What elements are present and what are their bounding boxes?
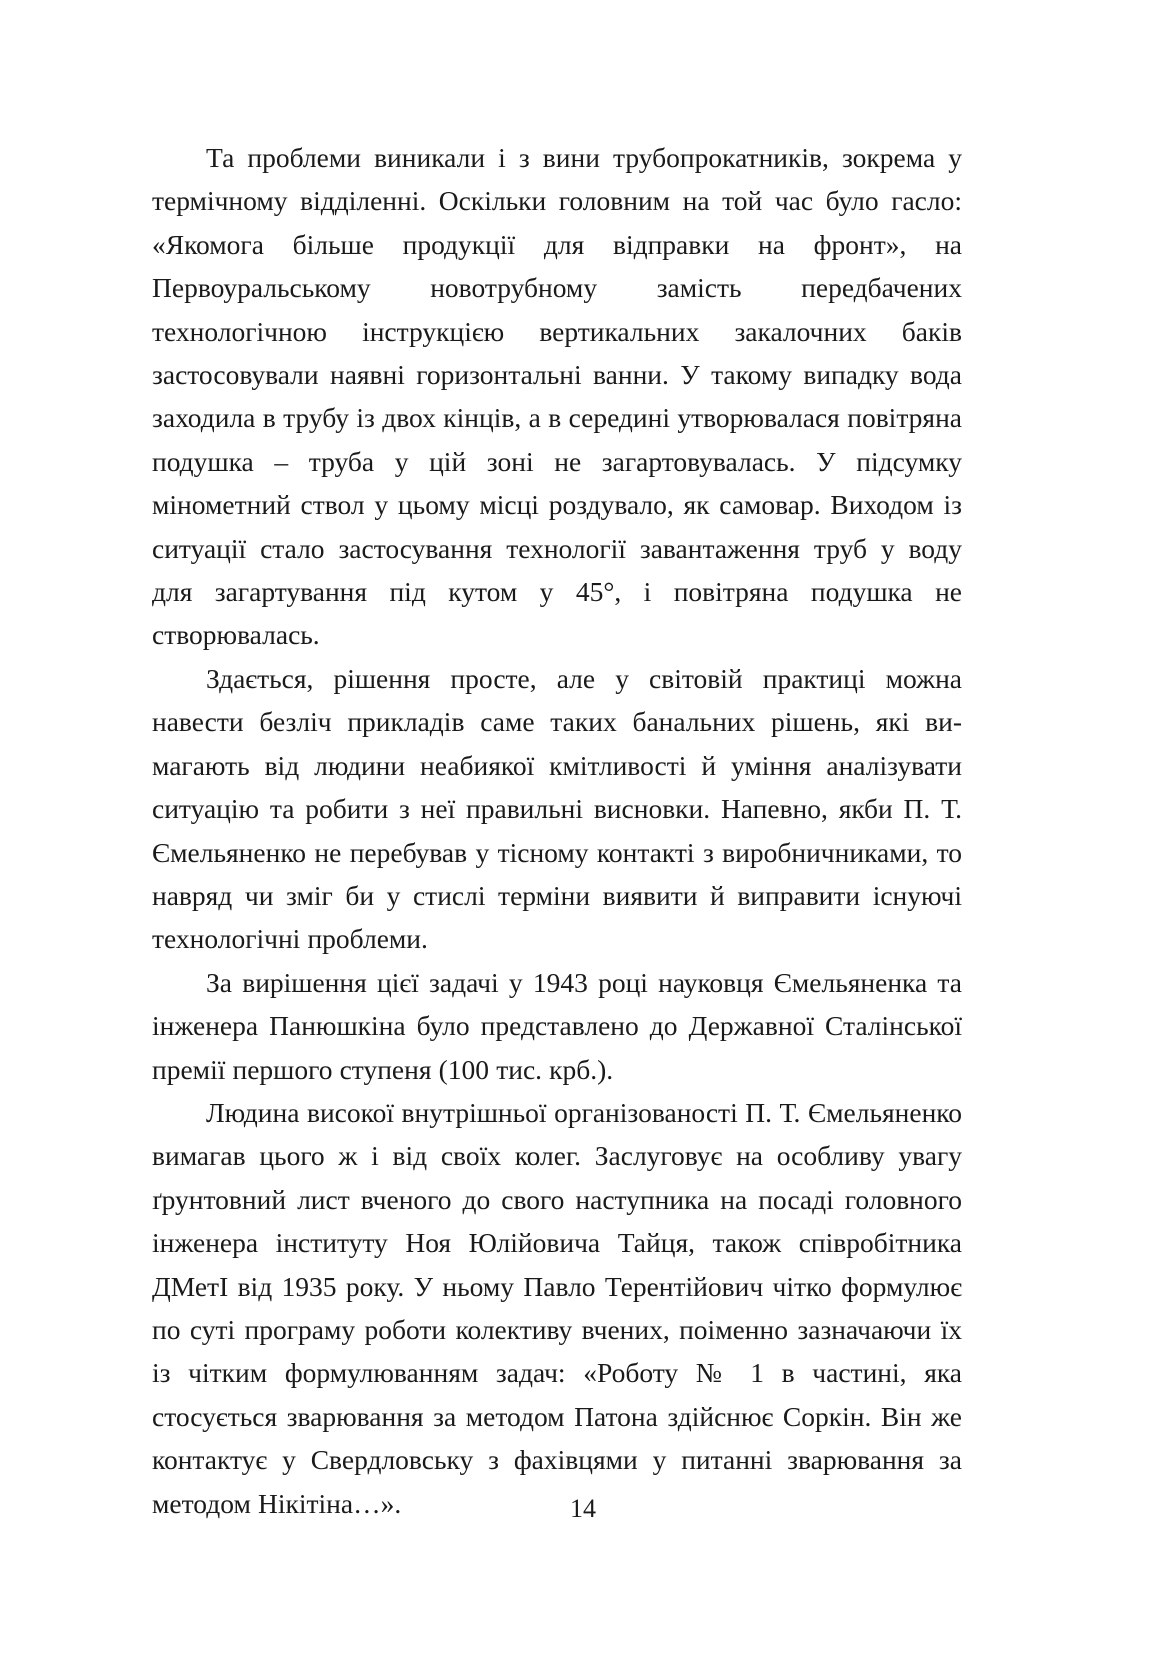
page-body-text xyxy=(152,136,962,1525)
paragraph: Людина високої внутрішньої організованості П. Т. Ємельяненко вимагав цього ж і від своїх колег. Заслуговує на особливу увагу ґрунтовний лист вченого до свого наступника на посаді головного інженера інституту Ноя Юлійовича Тайця, також співробітника ДМетІ від 1935 року. У ньому Павло Терентійович чітко формулює по суті програму роботи колективу вчених, поіменно зазначаючи їх із чітким формулюванням задач: «Роботу № 1 в частині, яка стосується зварювання за методом Патона здійснює Соркін. Він же контактує у Свердловську з фахівцями у питанні зварювання за методом Нікітіна…». xyxy=(152,1096,962,1519)
page-number: 14 xyxy=(570,1494,596,1523)
paragraph: За вирішення цієї задачі у 1943 році науковця Ємельяненка та інженера Панюшкіна було представлено до Державної Сталінської премії першого ступеня (100 тис. крб.). xyxy=(152,966,962,1085)
paragraph: Здається, рішення просте, але у світовій практиці можна навести безліч прикладів саме таких банальних рішень, які вимагають від людини неабиякої кмітливості й уміння аналізувати ситуацію та робити з неї правильні висновки. Напевно, якби П. Т. Ємельяненко не перебував у тісному контакті з виробничниками, то навряд чи зміг би у стислі терміни виявити й виправити існуючі технологічні проблеми. xyxy=(152,662,962,955)
paragraph: Та проблеми виникали і з вини трубопрокатників, зокрема у термічному відділенні. Оскільки головним на той час було гасло: «Якомога більше продукції для відправки на фронт», на Первоуральському новотрубному замість передбачених технологічною інструкцією вертикальних закалочних баків застосовували наявні горизонтальні ванни. У такому випадку вода заходила в трубу із двох кінців, а в середині утворювалася повітряна подушка – труба у цій зоні не загартовувалась. У підсумку мінометний ствол у цьому місці роздувало, як самовар. Виходом із ситуації стало застосування технології завантаження труб у воду для загартування під кутом у 45°, і повітряна подушка не створювалась. xyxy=(152,142,962,651)
